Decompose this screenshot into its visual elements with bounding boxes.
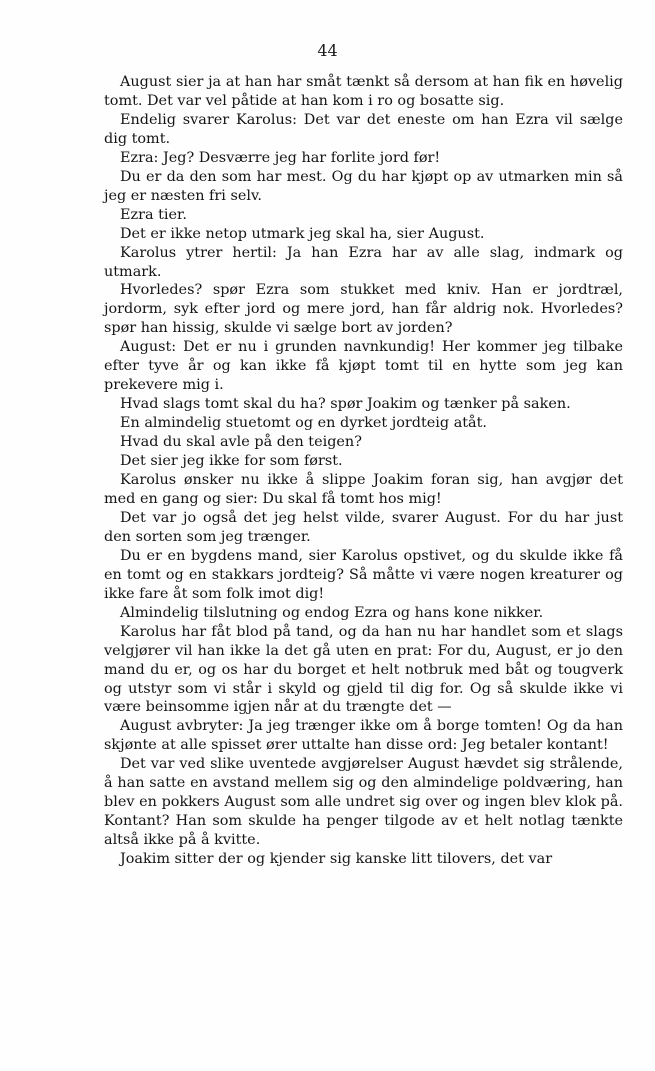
paragraph: Almindelig tilslutning og endog Ezra og hans kone nikker.	[120, 604, 544, 621]
paragraph: Hvad du skal avle på den teigen?	[120, 434, 362, 451]
paragraph: Det er ikke netop utmark jeg skal ha, sier August.	[120, 225, 485, 242]
paragraph: Hvad slags tomt skal du ha? spør Joakim og tænker på saken.	[120, 396, 571, 413]
paragraph: August: Det er nu i grunden navnkundig! Her kommer jeg tilbake efter tyve år og kan ikke få kjøpt tomt til en hytte som jeg kan prekevere mig i.	[104, 339, 623, 394]
paragraph: Det sier jeg ikke for som først.	[120, 453, 343, 470]
page-number: 44	[317, 41, 338, 60]
paragraph: Endelig svarer Karolus: Det var det eneste om han Ezra vil sælge dig tomt.	[104, 111, 623, 147]
paragraph: Du er da den som har mest. Og du har kjøpt op av utmarken min så jeg er næsten fri selv.	[104, 168, 623, 204]
paragraph: Du er en bygdens mand, sier Karolus opstivet, og du skulde ikke få en tomt og en stakkars jordteig? Så måtte vi være nogen kreaturer og ikke fare åt som folk imot dig!	[104, 547, 623, 602]
paragraph: Karolus ønsker nu ikke å slippe Joakim foran sig, han avgjør det med en gang og sier: Du skal få tomt hos mig!	[104, 472, 623, 507]
body-text	[104, 73, 623, 869]
paragraph: Karolus har fåt blod på tand, og da han nu har handlet som et slags velgjører vil han ikke la det gå uten en prat: For du, August, er jo den mand du er, og os har du borget et helt notbruk med båt og tougverk og utstyr som vi står i skyld og gjeld til dig for. Og så skulde ikke vi være beinsomme igjen når at du trængte det —	[104, 623, 623, 716]
paragraph: Det var jo også det jeg helst vilde, svarer August. For du har just den sorten som jeg trænger.	[104, 509, 623, 545]
paragraph: Joakim sitter der og kjender sig kanske litt tilovers, det var	[120, 851, 553, 868]
paragraph: Karolus ytrer hertil: Ja han Ezra har av alle slag, indmark og utmark.	[104, 244, 623, 280]
paragraph: Det var ved slike uventede avgjørelser August hævdet sig strålende, å han satte en avstand mellem sig og den almindelige poldværing, han blev en pokkers August som alle undret sig over og ingen blev klok på. Kontant? Han som skulde ha penger tilgode av et helt notlag tænkte altså ikke på å kvitte.	[104, 756, 623, 849]
paragraph: August sier ja at han har småt tænkt så dersom at han fik en høvelig tomt. Det var vel påtide at han kom i ro og bosatte sig.	[104, 74, 623, 109]
paragraph: Ezra tier.	[120, 206, 187, 223]
paragraph: En almindelig stuetomt og en dyrket jordteig atåt.	[120, 415, 487, 432]
paragraph: Hvorledes? spør Ezra som stukket med kniv. Han er jordtræl, jordorm, syk efter jord og mere jord, han får aldrig nok. Hvorledes? spør han hissig, skulde vi sælge bort av jorden?	[104, 282, 623, 337]
paragraph: Ezra: Jeg? Desværre jeg har forlite jord før!	[120, 149, 441, 166]
paragraph: August avbryter: Ja jeg trænger ikke om å borge tomten! Og da han skjønte at alle spisset ører uttalte han disse ord: Jeg betaler kontant!	[104, 718, 623, 754]
